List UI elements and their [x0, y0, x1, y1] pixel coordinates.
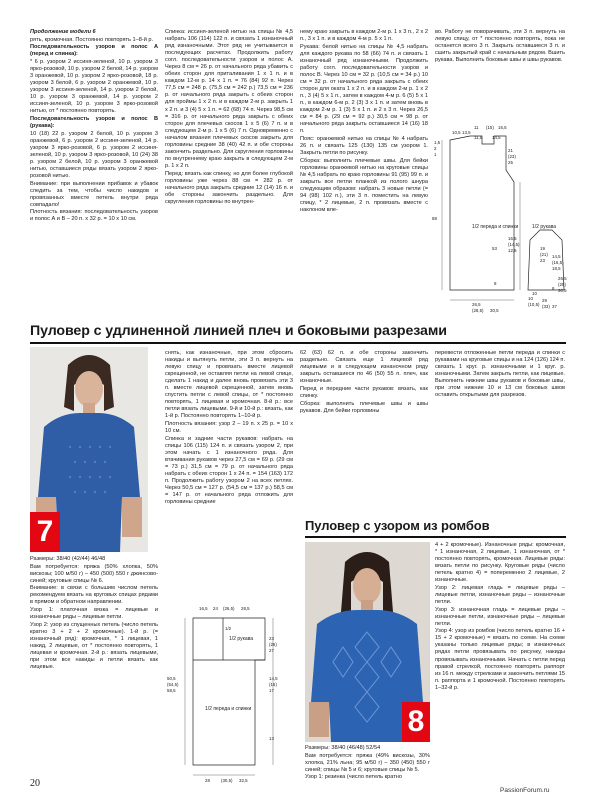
dimension-label: 21: [508, 148, 513, 153]
paragraph: снять, как изнаночные, при этом сбросить накиды и вытянуть петли, эти 3 п. вернуть на левую спицу и провязать вместе лицевой скрещенной, не оставляя петли на левой спице, сделать 1 накид и далее вновь провязать эти 3 п. вместе лицевой скрещенной, затем вновь спустить петли с левой спицы, от * постоянно повторять, 1 лицевая и кромочная. 8-й р.: все петли вязать лицевыми. 9-й и 10-й р.: вязать, как 1-й р. Постоянно повторять 1–10-й р.: [165, 350, 293, 420]
dimension-label: 37: [552, 304, 557, 309]
paragraph: Внимание: при выполнении прибавок и убавок следить за тем, чтобы число накидов и провязанных вместе петель внутри ряда совпадало!: [30, 180, 158, 208]
paragraph: Продолжение модели 6: [30, 29, 96, 35]
paragraph: Узор 4: узор из ромбов (число петель кратно 16 + 15 + 2 кромочные) = вязать по схеме. На схеме указаны только лицевые ряды; в изнаночных рядах петли провязывать по рисунку, накиды провязывать изнаночными. Начать с петли перед правой стрелкой, постоянно повторять раппорт из 16 п. между стрелками и закончить петлями 15 п. раппорта и 1 кромочной. Постоянно повторять 1–32-й р.: [435, 628, 565, 691]
top-col-3: [300, 29, 428, 329]
dimension-label: (16): [269, 682, 277, 687]
paragraph: перевести отложенные петли переда и спинки с рукавами на круговые спицы и на 124 (126) 124 п. связать 1 круг. р. изнаночными и 1 круг. р. изнаночными. Затем закрыть петли, как лицевые. Выполнить нижние швы рукавов и боковые швы, при этом нижние 10 и 13 см боковых швов оставить открытыми для разрезов.: [435, 350, 565, 399]
dimension-label: 18,5: [552, 266, 561, 271]
dimension-label: 16,5: [498, 125, 507, 130]
dimension-label: 14,5: [269, 676, 278, 681]
dimension-label: 28,5: [241, 606, 250, 611]
model7-col-3: [300, 350, 428, 445]
dimension-label: 12,5: [508, 248, 517, 253]
dimension-label: 17: [269, 688, 274, 693]
dimension-label: 24: [213, 606, 218, 611]
dimension-label: (21): [540, 252, 548, 257]
dimension-label: (29): [558, 282, 566, 287]
dimension-label: 16,5: [508, 236, 517, 241]
paragraph: Плотность вязания: последовательность узоров и полос А и В – 20 п. х 32 р. = 10 х 10 см.: [30, 209, 158, 223]
dimension-label: 27: [269, 648, 274, 653]
page-number: 20: [30, 778, 40, 789]
paragraph: Узор 1: резинка (число петель кратно: [305, 774, 402, 781]
dimension-label: 10: [532, 291, 537, 296]
dimension-label: 11: [474, 125, 479, 130]
paragraph: Сборка: выполнить плечевые швы и швы рукавов. Для бейки горловины: [300, 400, 428, 414]
paragraph: Плотность вязания: узор 2 – 19 п. х 25 р. = 10 х 10 см.: [165, 421, 293, 435]
dimension-label: (16,5): [552, 260, 564, 265]
paragraph: Сборка: выполнить плечевые швы. Для бейки горловины оранжевой нитью на круговые спицы № 4,5 набрать по краю горловины 91 (95) 99 п. и закрыть все петли планкой из полого шнура следующим образом: набрать 3 новые петли (= 94 (98) 102 п.), эти 3 п. поместить на левую спицу, * 2 лицевые, 2 п. провязать вместе с наклоном вле-: [300, 157, 428, 213]
dimension-label: 10: [528, 296, 533, 301]
paragraph: Внимание: в связи с большим числом петель рекомендуем вязать на круговых спицах рядами в прямом и обратном направлении.: [30, 585, 158, 606]
paragraph: Вам потребуется: пряжа (50% хлопка, 50% вискозы; 100 м/50 г) – 450 (500) 550 г джинсово-синей; круговые спицы № 6.: [30, 563, 158, 584]
paragraph: Последовательность узоров и полос В (рукава):: [30, 115, 158, 129]
dimension-label: 25: [508, 160, 513, 165]
dimension-label: 26,5: [472, 302, 481, 307]
dimension-label: 29: [542, 298, 547, 303]
dimension-label: 10,5: [452, 130, 461, 135]
paragraph: Вам потребуется: пряжа (49% вискозы, 30% хлопка, 21% льна; 95 м/50 г) – 350 (450) 550 г синей; спицы № 5 и 6; круговые спицы № 5.: [305, 752, 430, 773]
paragraph: рять, кромочная. Постоянно повторять 1–8-й р.: [30, 36, 154, 43]
model8-photo: [305, 542, 430, 742]
dimension-label: 14,5: [492, 135, 501, 140]
dimension-label: 1,5: [434, 140, 441, 145]
dimension-label: 30,5: [490, 308, 499, 313]
paragraph: * 6 р. узором 2 иссиня-зеленой, 10 р. узором 3 ярко-розовой, 10 р. узором 2 белой, 14 р. узором 3 оранжевой, 10 р. узором 2 ярко-розовой, 18 р. узором 3 белой, 6 р. узором 2 оранжевой, 10 р. узором 3 иссиня-зеленой, 14 р. узором 2 белой, 10 р. узором 3 оранжевой, 14 р. узором 2 иссиня-зеленой, 10 р. узором 3 ярко-розовой нитью, от * постоянно повторять.: [30, 58, 158, 115]
dimension-label: (54,5): [167, 682, 179, 687]
paragraph: 62 (63) 62 п. и обе стороны закончить раздельно. Связать еще 1 лицевой ряд лицевыми и в следующем изнаночном ряду закрыть оставшиеся по 46 (50) 55 п. плеч, как изнаночные.: [300, 350, 428, 385]
dimension-label: 88: [432, 216, 437, 221]
footer-watermark: PassionForum.ru: [500, 787, 550, 794]
top-col-2: [165, 29, 293, 329]
dimension-label: 2: [434, 146, 437, 151]
model7-col-2: [165, 350, 293, 598]
schema-top-dimensions: [432, 125, 567, 313]
dimension-label: 13,5: [462, 130, 471, 135]
paragraph: Спинка: иссиня-зеленой нитью на спицы № 4,5 набрать 106 (114) 122 п. и связать 1 изнаночный ряд изнаночными. Этот ряд не учитывается в последующих расчетах. Продолжить работу согл. последовательности узоров и полос А. Через 8 см = 26 р. от начального ряда убавить с обеих сторон для приталивания 1 х 1 п. и в каждом 12-м р. 14 х 1 п. = 76 (84) 92 п. Через 77,5 см = 248 р. (75,5 см = 242 р.) 73,5 см = 236 р. от начального ряда закрыть с обеих сторон для проймы 1 х 2 п. и в каждом 2-м р. закрыть 1 х 2 п. и 3 (4) 5 х 1 п. = 62 (68) 74 п. Через 98,5 см = 316 р. от начального ряда закрыть с обеих сторон для плечевых скосов 1 х 5 (6) 7 п. и в следующем 2-м р. 1 х 5 (6) 7 п. Одновременно с началом вязания плечевых скосов закрыть для горловины средние 38 (40) 42 п. и обе стороны закончить раздельно. Для скругления горловины по внутреннему краю закрыть в следующем 2-м р. 1 х 2 п.: [165, 29, 293, 169]
dimension-label: (23): [508, 154, 516, 159]
schema-top-sleeve-label: 1/2 рукава: [532, 224, 557, 230]
dimension-label: (25): [269, 642, 277, 647]
dimension-label: 58,5: [167, 688, 176, 693]
dimension-label: 28: [205, 778, 210, 783]
schema7-body-label: 1/2 переда и спинки: [205, 706, 252, 712]
model8-number-badge: 8: [402, 702, 430, 742]
paragraph: Перед и передние части рукавов: вязать, как спинку.: [300, 385, 428, 399]
paragraph: Спинка и задние части рукавов: набрать на спицы 106 (115) 124 п. и связать узором 2, при этом начать с 1 изнаночного ряда. Для втачивания рукавов через 27,5 см = 69 р. (29 см = 73 р.) 31,5 см = 79 р. от начального ряда набрать с обеих сторон 1 х 24 п. = 154 (163) 172 п. Продолжить работу узором 2 на всех петлях. Через 50,5 см = 127 р. (54,5 см = 137 р.) 58,5 см = 147 р. от начального ряда отложить для горловины средние: [165, 435, 293, 506]
paragraph: Последовательность узоров и полос А (перед и спинка):: [30, 44, 158, 58]
model8-col-2: [435, 542, 565, 772]
dimension-label: (33): [542, 304, 550, 309]
paragraph: нему краю закрыть в каждом 2-м р. 1 х 3 п., 2 х 2 п., 3 х 1 п. и в каждом 4-м р. 5 х 1 п.: [300, 29, 428, 43]
dimension-label: 50,5: [167, 676, 176, 681]
dimension-label: 23: [540, 258, 545, 263]
schema7-dimensions: [167, 606, 278, 783]
model8-title: Пуловер с узором из ромбов: [305, 518, 490, 533]
paragraph: 4 + 2 кромочные). Изнаночные ряды: кромочная, * 1 изнаночная, 2 лицевые, 1 изнаночная, от * постоянно повторять, кромочная. Лицевые ряды: вязать петли по рисунку. Круговые ряды (число петель кратно 4) = попеременно 2 лицевые, 2 изнаночные.: [435, 542, 565, 584]
dimension-label: 26,5: [558, 276, 567, 281]
schema-top: [432, 125, 572, 315]
model7-col-1: [30, 556, 158, 786]
paragraph: Размеры: 38/40 (46/48) 52/54: [305, 745, 381, 751]
schema-top-body-label: 1/2 переда и спинки: [472, 224, 519, 230]
dimension-label: 1: [434, 152, 437, 157]
dimension-label: 53: [492, 246, 497, 251]
paragraph: Перед: вязать как спинку, но для более глубокой горловины уже через 88 см = 282 р. от начального ряда закрыть средние 12 (14) 16 п. и обе стороны закончить раздельно. Для скругления горловины по внутрен-: [165, 170, 293, 205]
model7-photo: [30, 347, 148, 552]
dimension-label: 8: [552, 286, 555, 291]
model7-title-rule: [30, 342, 566, 344]
dimension-label: 11,5: [474, 135, 483, 140]
dimension-label: (15): [486, 125, 494, 130]
paragraph: Узор 2: узор из спущенных петель (число петель кратно 3 + 2 + 2 кромочные). 1-й р. (= изнаночный ряд): кромочная, * 1 лицевая, 1 накид, 2 лицевые, от * постоянно повторять, 1 лицевая и кромочная. 2-й р.: вязать лицевыми, при этом все накиды и петли вязать как лицевые.: [30, 621, 158, 671]
paragraph: Размеры: 38/40 (42/44) 46/48: [30, 556, 106, 562]
model7-number-badge: 7: [30, 512, 60, 552]
model8-col-1: [305, 745, 430, 787]
dimension-label: 13: [269, 736, 274, 741]
model7-col-4: [435, 350, 565, 445]
schema-top-labels: [472, 224, 556, 230]
paragraph: 10 (18) 22 р. узором 2 белой, 10 р. узором 3 оранжевой, 6 р. узором 2 иссиня-зеленой, 14 р. узором 3 ярко-розовой, 6 р. узором 2 иссиня-зеленой, 10 р. узором 3 ярко-розовой, 10 (24) 38 р. узором 2 белой, 10 р. узором 3 оранжевой нитью, оставшиеся ряды вязать узором 2 ярко-розовой нитью.: [30, 130, 158, 179]
schema-model7: [165, 600, 300, 785]
dimension-label: (28,5): [472, 308, 484, 313]
dimension-label: (14,5): [508, 242, 520, 247]
dimension-label: 16,5: [199, 606, 208, 611]
top-col-1: [30, 29, 158, 329]
paragraph: во. Работу не поворачивать, эти 3 п. вернуть на левую спицу, от * постоянно повторять, пока не останется всего 3 п. Закрыть оставшиеся 3 п. и сшить закрытый край с начальным рядом. Вшить рукава. Выполнить боковые швы и швы рукавов.: [435, 29, 565, 64]
paragraph: Рукава: белой нитью на спицы № 4,5 набрать для каждого рукава по 58 (66) 74 п. и связать 1 изнаночный ряд изнаночными. Продолжить работу согл. последовательности узоров и полос В. Через 10 см = 32 р. (10,5 см = 34 р.) 10 см = 32 р. от начального ряда закрыть с обеих сторон для оката 1 х 2 п. и в каждом 2-м р. 1 х 2 п., 3 (4) 5 х 1 п., затем в каждом 4-м р. 6 (5) 5 х 1 п., в каждом 6-м р. 2 (3) 3 х 1 п. и затем вновь в каждом 2-м р. 1 (3) 5 х 1 п. и 2 х 3 п. Через 26,5 см = 84 р. (29 см = 92 р.) 30,5 см = 98 р. от начального ряда закрыть оставшиеся 14 (16) 18 п.: [300, 43, 428, 135]
paragraph: Узор 2: лицевая гладь = лицевые ряды – лицевые петли, изнаночные ряды – изнаночные петли.: [435, 584, 565, 605]
dimension-label: 23: [269, 636, 274, 641]
dimension-label: 8: [494, 281, 497, 286]
model8-title-rule: [305, 536, 566, 538]
dimension-label: 1/2: [225, 626, 232, 631]
paragraph: Узор 1: платочная вязка = лицевые и изнаночные ряды – лицевые петли.: [30, 607, 158, 621]
schema7-sleeve-label: 1/2 рукава: [229, 636, 254, 642]
dimension-label: 14,5: [552, 254, 561, 259]
top-col-4: [435, 29, 565, 89]
dimension-label: (30,5): [221, 778, 233, 783]
model7-title: Пуловер с удлиненной линией плеч и боковыми разрезами: [30, 323, 447, 339]
dimension-label: (10,5): [528, 302, 540, 307]
dimension-label: 19: [540, 246, 545, 251]
paragraph: Узор 3: изнаночная гладь = лицевые ряды – изнаночные петли, изнаночные ряды – лицевые петли.: [435, 606, 565, 627]
paragraph: Пояс: оранжевой нитью на спицы № 4 набрать 26 п. и связать 125 (130) 135 см узором 1. Закрыть петли по рисунку.: [300, 135, 428, 156]
dimension-label: (26,5): [223, 606, 235, 611]
dimension-label: 32,5: [239, 778, 248, 783]
dimension-label: 30,5: [558, 288, 567, 293]
